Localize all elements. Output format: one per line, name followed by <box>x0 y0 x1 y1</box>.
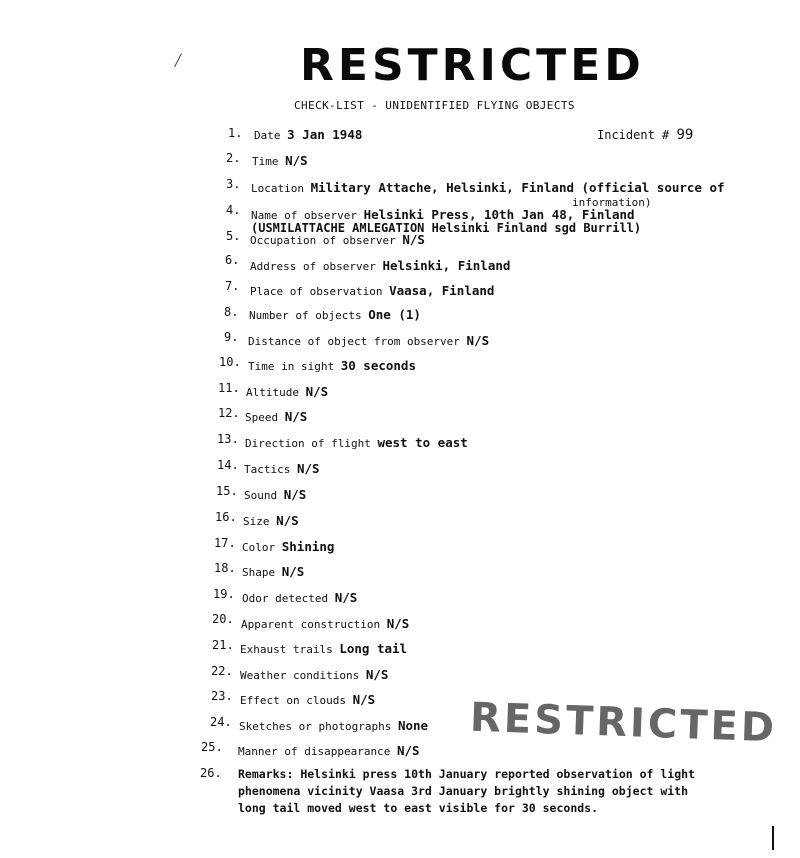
restricted-stamp-top: RESTRICTED <box>300 40 645 91</box>
item-value: Vaasa, Finland <box>389 283 495 298</box>
item-value: N/S <box>276 513 299 528</box>
item-number: 10. <box>219 355 241 369</box>
item-number: 4. <box>226 203 241 217</box>
pen-mark: ⁄ <box>172 48 185 72</box>
item-label: Time in sight <box>248 360 335 373</box>
item-value: 3 Jan 1948 <box>287 127 363 142</box>
item-number: 25. <box>201 740 223 754</box>
item-label: Time <box>252 155 279 168</box>
document-heading: CHECK-LIST - UNIDENTIFIED FLYING OBJECTS <box>294 99 575 112</box>
item-value: N/S <box>386 616 410 631</box>
item-value: N/S <box>305 384 329 399</box>
item-text <box>242 539 334 554</box>
item-text <box>248 358 416 373</box>
item-label: Sketches or photographs <box>239 720 392 733</box>
restricted-stamp-bottom: RESTRICTED <box>469 694 778 752</box>
item-text <box>248 333 489 348</box>
item-number: 6. <box>225 253 240 267</box>
item-text <box>254 127 362 142</box>
incident-value: 99 <box>676 127 694 143</box>
item-text <box>250 232 425 247</box>
item-value: Military Attache, Helsinki, Finland (official source of <box>310 180 725 195</box>
item-number: 9. <box>224 330 239 344</box>
item-label: Place of observation <box>250 285 383 298</box>
item-text <box>240 641 407 656</box>
item-value: Shining <box>281 539 335 554</box>
item-label: Manner of disappearance <box>238 745 391 758</box>
remarks-line: phenomena vicinity Vaasa 3rd January brightly shining object with <box>238 784 689 798</box>
item-number: 24. <box>210 715 232 729</box>
item-value: N/S <box>402 232 425 247</box>
item-number: 21. <box>212 638 234 652</box>
item-number: 23. <box>211 689 233 703</box>
item-text <box>243 513 299 528</box>
item-text <box>249 307 421 322</box>
item-label: Exhaust trails <box>240 643 333 656</box>
item-label: Speed <box>245 411 279 424</box>
item-number: 2. <box>226 151 241 165</box>
item-label: Occupation of observer <box>250 234 396 247</box>
remarks-line: long tail moved west to east visible for 30 seconds. <box>238 801 599 815</box>
item-number: 18. <box>214 561 236 575</box>
item-number: 19. <box>213 587 235 601</box>
item-number: 15. <box>216 484 238 498</box>
item-text <box>251 207 635 222</box>
item-label: Weather conditions <box>240 669 360 682</box>
item-label: Color <box>242 541 276 554</box>
item-text <box>244 461 320 476</box>
item-continuation: information) <box>572 196 652 209</box>
item-number: 12. <box>218 406 240 420</box>
item-number: 3. <box>226 177 241 191</box>
item-text <box>252 153 308 168</box>
item-value: N/S <box>466 333 490 348</box>
item-value: Helsinki Press, 10th Jan 48, Finland <box>363 207 635 222</box>
item-value: 30 seconds <box>340 358 416 373</box>
remarks-label: Remarks: <box>238 767 294 781</box>
item-label: Altitude <box>246 386 299 399</box>
item-text <box>250 258 510 273</box>
item-value: Helsinki, Finland <box>382 258 511 273</box>
item-text <box>240 667 388 682</box>
item-number: 5. <box>226 229 241 243</box>
item-text <box>242 590 357 605</box>
item-label: Location <box>251 182 304 195</box>
item-value: N/S <box>365 667 389 682</box>
item-label: Apparent construction <box>241 618 381 631</box>
item-value: Long tail <box>339 641 408 656</box>
item-text <box>245 435 468 450</box>
item-value: N/S <box>284 409 308 424</box>
item-continuation: (USMILATTACHE AMLEGATION Helsinki Finland sgd Burrill) <box>251 221 642 235</box>
item-label: Direction of flight <box>245 437 371 450</box>
item-label: Distance of object from observer <box>248 335 460 348</box>
item-value: N/S <box>283 487 307 502</box>
item-label: Name of observer <box>251 209 357 222</box>
item-value: west to east <box>377 435 468 450</box>
item-label: Number of objects <box>249 309 362 322</box>
item-number: 1. <box>228 126 243 140</box>
item-value: N/S <box>281 564 305 579</box>
item-number: 14. <box>217 458 239 472</box>
item-text <box>242 564 304 579</box>
item-number: 8. <box>224 305 239 319</box>
item-number: 7. <box>225 279 240 293</box>
item-number: 16. <box>215 510 237 524</box>
item-label: Size <box>243 515 270 528</box>
remarks-line: Remarks: Helsinki press 10th January reported observation of light <box>238 767 695 781</box>
item-number: 11. <box>218 381 240 395</box>
item-value: N/S <box>352 692 376 707</box>
item-text <box>241 616 409 631</box>
item-value: N/S <box>296 461 320 476</box>
item-text <box>240 692 375 707</box>
item-value: N/S <box>285 153 308 168</box>
item-text <box>244 487 306 502</box>
item-value: None <box>397 718 429 733</box>
item-text <box>238 743 420 758</box>
remarks-number: 26. <box>200 766 222 780</box>
item-label: Address of observer <box>250 260 376 273</box>
item-value: One (1) <box>368 307 421 322</box>
item-text <box>250 283 494 298</box>
remarks-block <box>238 766 695 817</box>
item-number: 22. <box>211 664 233 678</box>
item-label: Date <box>254 129 281 142</box>
item-value: N/S <box>334 590 358 605</box>
incident-label: Incident # <box>597 128 670 142</box>
item-number: 17. <box>214 536 236 550</box>
item-label: Tactics <box>244 463 291 476</box>
item-text <box>245 409 307 424</box>
item-label: Shape <box>242 566 276 579</box>
item-label: Effect on clouds <box>240 694 346 707</box>
item-text <box>251 180 725 195</box>
item-text <box>239 718 428 733</box>
item-text <box>246 384 328 399</box>
item-label: Sound <box>244 489 278 502</box>
incident-number <box>597 127 693 143</box>
item-label: Odor detected <box>242 592 329 605</box>
item-number: 20. <box>212 612 234 626</box>
page-edge-mark <box>772 826 774 850</box>
item-number: 13. <box>217 432 239 446</box>
item-value: N/S <box>396 743 420 758</box>
